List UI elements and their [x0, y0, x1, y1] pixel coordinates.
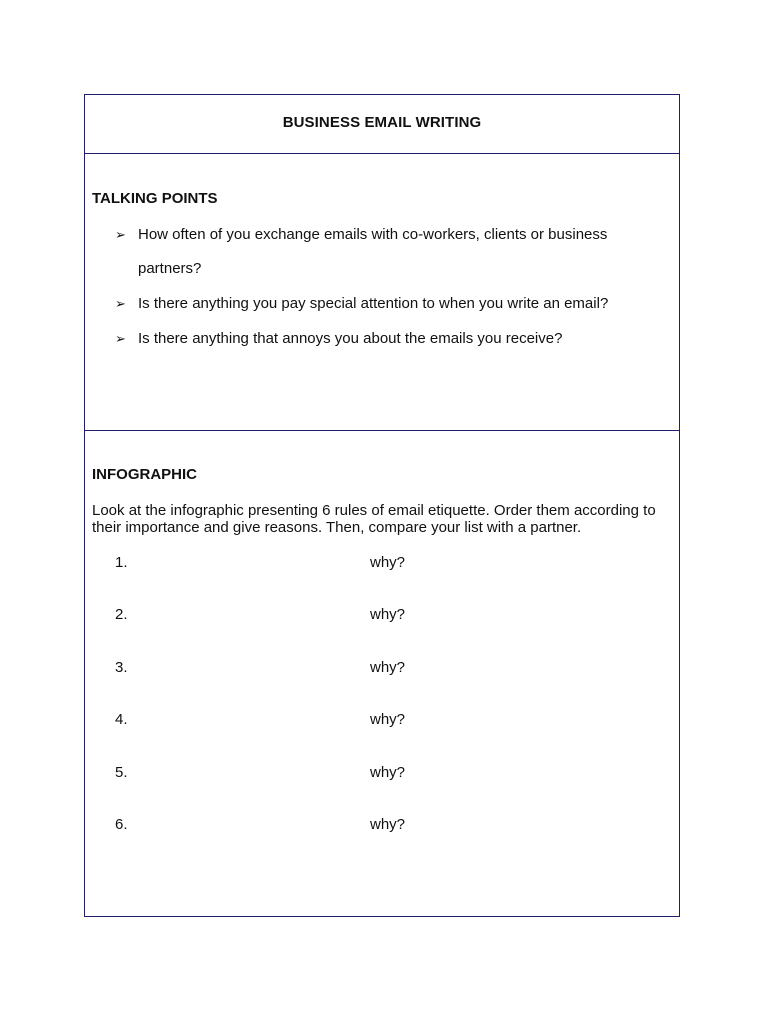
ranking-number: 4.	[115, 711, 128, 728]
talking-point-item	[115, 322, 655, 356]
talking-point-text: Is there anything you pay special attention to when you write an email?	[138, 295, 609, 312]
why-prompt: why?	[370, 764, 406, 781]
why-prompt: why?	[370, 659, 406, 676]
talking-point-item	[115, 287, 655, 321]
why-prompt: why?	[370, 711, 406, 728]
talking-point-text: Is there anything that annoys you about the emails you receive?	[138, 330, 563, 347]
talking-point-text: How often of you exchange emails with co-workers, clients or business partners?	[138, 226, 608, 277]
ranking-list-item	[115, 764, 635, 784]
arrow-bullet-icon: ➢	[115, 331, 126, 346]
worksheet-table	[84, 94, 680, 917]
ranking-list-item	[115, 659, 635, 679]
why-prompt: why?	[370, 554, 406, 571]
talking-points-row	[85, 154, 679, 431]
title-row	[85, 95, 679, 154]
infographic-heading: INFOGRAPHIC	[92, 466, 197, 483]
ranking-number: 6.	[115, 816, 128, 833]
document-title: BUSINESS EMAIL WRITING	[282, 114, 482, 131]
why-prompt: why?	[370, 816, 406, 833]
why-prompt: why?	[370, 606, 406, 623]
ranking-list-item	[115, 554, 635, 574]
ranking-list-item	[115, 816, 635, 836]
ranking-list-item	[115, 606, 635, 626]
arrow-bullet-icon: ➢	[115, 296, 126, 311]
ranking-number: 2.	[115, 606, 128, 623]
ranking-number: 1.	[115, 554, 128, 571]
ranking-number: 5.	[115, 764, 128, 781]
ranking-list-item	[115, 711, 635, 731]
arrow-bullet-icon: ➢	[115, 227, 126, 242]
infographic-instructions: Look at the infographic presenting 6 rules of email etiquette. Order them according to their importance and give reasons. Then, compare your list with a partner.	[92, 502, 656, 536]
ranking-number: 3.	[115, 659, 128, 676]
talking-points-heading: TALKING POINTS	[92, 190, 218, 207]
infographic-row	[85, 431, 679, 918]
talking-point-item	[115, 218, 655, 286]
